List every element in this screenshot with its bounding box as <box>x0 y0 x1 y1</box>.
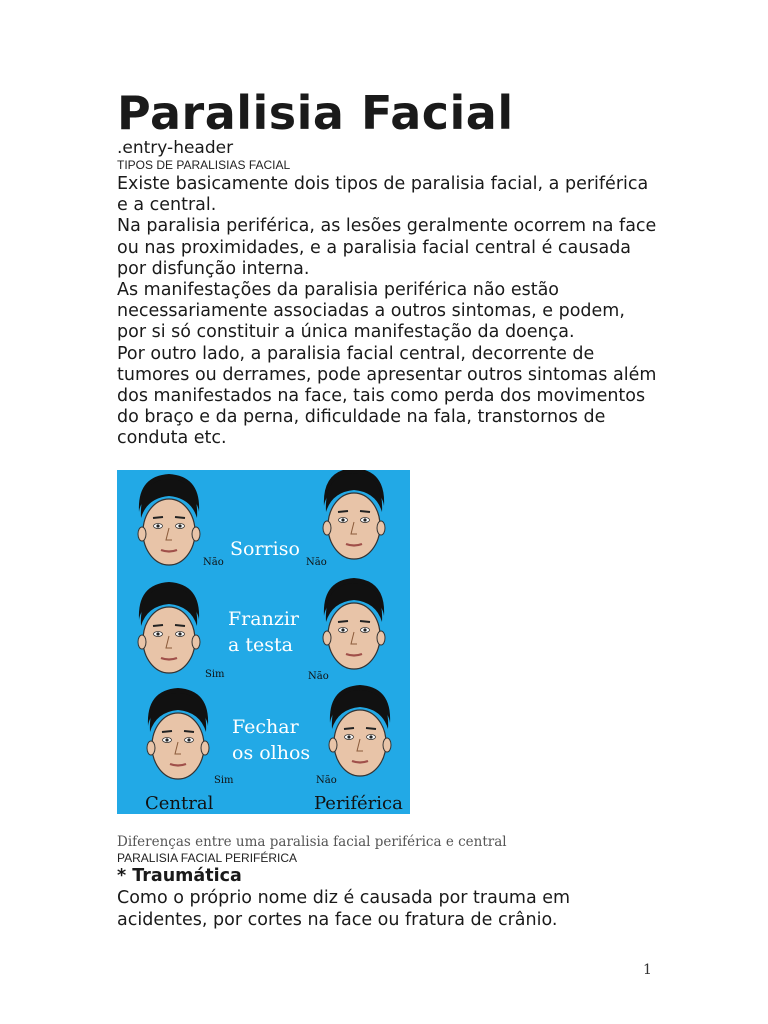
facial-paralysis-figure <box>117 470 410 814</box>
section-heading-periferica: PARALISIA FACIAL PERIFÉRICA <box>117 851 298 865</box>
paragraph: As manifestações da paralisia periférica não estão necessariamente associadas a outros sintomas, e podem, por si só constituir a única manifestação da doença. <box>117 280 625 343</box>
body-text <box>117 174 657 450</box>
tag-left-row3: Sim <box>214 775 234 786</box>
paragraph: Na paralisia periférica, as lesões geralmente ocorrem na face ou nas proximidades, e a paralisia facial central é causada por disfunção interna. <box>117 216 657 279</box>
figure-label-fechar: Fechar <box>232 716 299 738</box>
tag-right-row1: Não <box>306 557 327 568</box>
tag-left-row2: Sim <box>205 669 225 680</box>
figure-label-os-olhos: os olhos <box>232 742 311 764</box>
faces-illustration <box>117 470 410 814</box>
tag-left-row1: Não <box>203 557 224 568</box>
page-number: 1 <box>643 962 652 978</box>
tag-right-row2: Não <box>308 671 329 682</box>
figure-label-sorriso: Sorriso <box>230 538 300 560</box>
page-title: Paralisia Facial <box>117 86 514 140</box>
section-heading-tipos: TIPOS DE PARALISIAS FACIAL <box>117 158 291 172</box>
subheading-traumatica: * Traumática <box>117 866 242 886</box>
column-label-periferica: Periférica <box>314 793 403 814</box>
figure-label-franzir: Franzir <box>228 608 299 630</box>
tag-right-row3: Não <box>316 775 337 786</box>
paragraph: Por outro lado, a paralisia facial central, decorrente de tumores ou derrames, pode apresentar outros sintomas além dos manifestados na face, tais como perda dos movimentos do braço e da perna, dificuldade na fala, transtornos de conduta etc. <box>117 343 657 449</box>
entry-header-text: .entry-header <box>117 138 234 158</box>
figure-label-a-testa: a testa <box>228 634 293 656</box>
paragraph: Existe basicamente dois tipos de paralisia facial, a periférica e a central. <box>117 174 649 216</box>
traumatica-text: Como o próprio nome diz é causada por trauma em acidentes, por cortes na face ou fratura de crânio. <box>117 888 571 930</box>
column-label-central: Central <box>145 793 214 814</box>
figure-caption: Diferenças entre uma paralisia facial periférica e central <box>117 834 507 850</box>
